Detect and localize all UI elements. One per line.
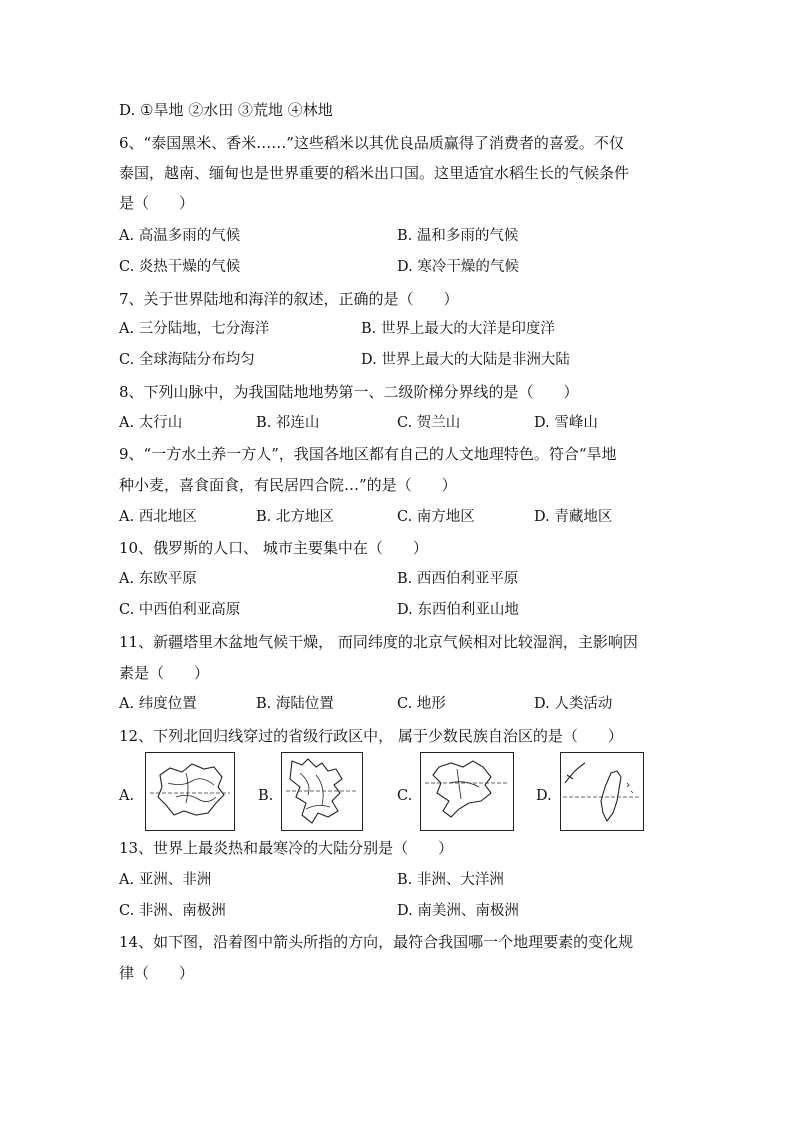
q10-option-a[interactable]: A. 东欧平原 [119,571,197,587]
q9-stem-line1: 9、“一方水土养一方人”，我国各地区都有自己的人文地理特色。符合“旱地 [119,445,617,463]
map-b-outline [282,753,362,830]
q12-map-c[interactable] [420,752,514,831]
map-c-outline [421,753,513,830]
q10-option-b[interactable]: B. 西西伯利亚平原 [397,571,519,587]
q8-stem: 8、下列山脉中，为我国陆地地势第一、二级阶梯分界线的是（ ） [119,383,579,401]
map-d-outline [561,753,643,830]
q11-option-b[interactable]: B. 海陆位置 [256,696,334,712]
q8-option-b[interactable]: B. 祁连山 [256,415,320,431]
q11-stem-line2: 素是（ ） [119,664,210,682]
q10-stem: 10、俄罗斯的人口、 城市主要集中在（ ） [119,539,428,557]
q9-stem-line2: 种小麦，喜食面食，有民居四合院…”的是（ ） [119,476,457,494]
q13-stem: 13、世界上最炎热和最寒冷的大陆分别是（ ） [119,839,454,857]
q14-stem-line1: 14、如下图，沿着图中箭头所指的方向，最符合我国哪一个地理要素的变化规 [119,933,634,951]
q9-option-b[interactable]: B. 北方地区 [256,509,334,525]
q12-option-c[interactable]: C. [397,788,413,804]
q7-option-d[interactable]: D. 世界上最大的大陆是非洲大陆 [361,352,570,368]
q6-stem-line2: 泰国，越南、缅甸也是世界重要的稻米出口国。这里适宜水稻生长的气候条件 [119,164,630,182]
q6-option-a[interactable]: A. 高温多雨的气候 [119,228,241,244]
q5-option-d: D. ①旱地 ②水田 ③荒地 ④林地 [119,101,333,119]
map-a-outline [146,753,234,830]
q9-option-a[interactable]: A. 西北地区 [119,509,197,525]
q12-map-a[interactable] [145,752,235,831]
q9-option-d[interactable]: D. 青藏地区 [534,509,613,525]
q7-option-c[interactable]: C. 全球海陆分布均匀 [119,352,255,368]
q13-option-a[interactable]: A. 亚洲、非洲 [119,872,212,888]
q6-stem-line3: 是（ ） [119,194,195,212]
q12-option-a[interactable]: A. [119,788,135,804]
q11-option-c[interactable]: C. 地形 [397,696,446,712]
q11-option-a[interactable]: A. 纬度位置 [119,696,197,712]
q9-option-c[interactable]: C. 南方地区 [397,509,475,525]
q10-option-d[interactable]: D. 东西伯利亚山地 [397,602,519,618]
q11-stem-line1: 11、新疆塔里木盆地气候干燥， 而同纬度的北京气候相对比较湿润，主影响因 [119,633,638,651]
q11-option-d[interactable]: D. 人类活动 [534,696,613,712]
q13-option-c[interactable]: C. 非洲、南极洲 [119,903,226,919]
q6-option-c[interactable]: C. 炎热干燥的气候 [119,259,241,275]
q12-map-b[interactable] [281,752,363,831]
q6-option-d[interactable]: D. 寒冷干燥的气候 [397,259,519,275]
q12-option-d[interactable]: D. [536,788,552,804]
q7-stem: 7、关于世界陆地和海洋的叙述，正确的是（ ） [119,290,459,308]
q8-option-d[interactable]: D. 雪峰山 [534,415,598,431]
q12-option-b[interactable]: B. [258,788,274,804]
q10-option-c[interactable]: C. 中西伯利亚高原 [119,602,241,618]
q7-option-a[interactable]: A. 三分陆地，七分海洋 [119,321,270,337]
q7-option-b[interactable]: B. 世界上最大的大洋是印度洋 [361,321,555,337]
q6-stem-line1: 6、“泰国黑米、香米……”这些稻米以其优良品质赢得了消费者的喜爱。不仅 [119,134,624,152]
q8-option-a[interactable]: A. 太行山 [119,415,183,431]
q13-option-b[interactable]: B. 非洲、大洋洲 [397,872,504,888]
q14-stem-line2: 律（ ） [119,964,195,982]
q12-map-d[interactable] [560,752,644,831]
q13-option-d[interactable]: D. 南美洲、南极洲 [397,903,519,919]
q6-option-b[interactable]: B. 温和多雨的气候 [397,228,519,244]
q12-stem: 12、下列北回归线穿过的省级行政区中， 属于少数民族自治区的是（ ） [119,727,623,745]
q8-option-c[interactable]: C. 贺兰山 [397,415,461,431]
